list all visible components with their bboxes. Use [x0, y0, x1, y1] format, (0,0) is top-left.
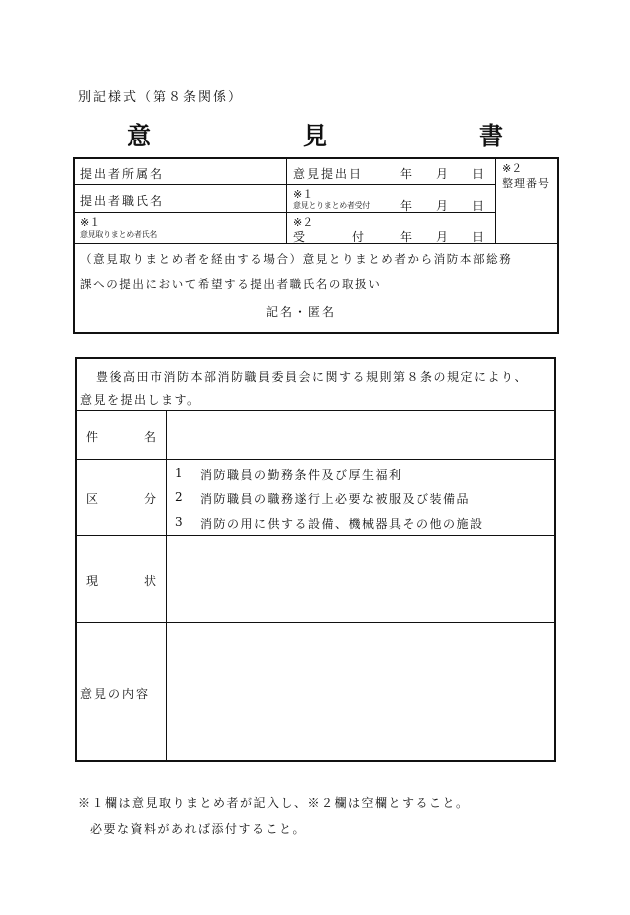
intro-line1: 豊後高田市消防本部消防職員委員会に関する規則第８条の規定により、	[96, 370, 529, 384]
note2-mark: ※２	[293, 216, 314, 229]
receipt-year: 年	[400, 199, 415, 213]
note1-mark: ※１	[293, 188, 314, 201]
status-field[interactable]	[170, 540, 550, 618]
submit-date-label: 意見提出日	[293, 167, 364, 181]
table-rule	[73, 243, 559, 244]
table-border-bottom	[73, 332, 559, 334]
footnote-line2: 必要な資料があれば添付すること。	[90, 822, 307, 836]
note2-mark: ※２	[502, 162, 523, 175]
category-label-1: 区	[86, 492, 101, 506]
receipt-label-right: 付	[352, 230, 367, 244]
receipt2-year: 年	[400, 230, 415, 244]
table-rule	[75, 622, 556, 623]
receipt-day: 日	[472, 199, 487, 213]
note1-mark: ※１	[80, 216, 101, 229]
submitter-dept-label: 提出者所属名	[80, 167, 165, 181]
table-rule	[73, 212, 496, 213]
category-label-2: 分	[144, 492, 159, 506]
intro-line2: 意見を提出します。	[80, 393, 201, 407]
submitter-name-label: 提出者職氏名	[80, 194, 165, 208]
category-option-text[interactable]: 消防の用に供する設備、機械器具その他の施設	[200, 517, 484, 531]
summarizer-name-field[interactable]	[170, 215, 282, 241]
ref-number-field[interactable]	[498, 192, 555, 240]
handling-text-line1: （意見取りまとめ者を経由する場合）意見とりまとめ者から消防本部総務	[80, 252, 513, 266]
table-rule	[75, 459, 556, 460]
table-rule	[286, 157, 287, 244]
category-option-num: 1	[175, 466, 185, 480]
table-border-right	[557, 157, 559, 334]
table-border-top	[73, 157, 559, 159]
table-rule	[166, 410, 167, 761]
submitter-name-field[interactable]	[170, 187, 282, 210]
table-rule	[495, 157, 496, 244]
footnote-line1: ※１欄は意見取りまとめ者が記入し、※２欄は空欄とすること。	[78, 796, 470, 810]
submit-date-field[interactable]	[356, 160, 492, 182]
receipt-label-left: 受	[293, 230, 308, 244]
table-border-top	[75, 357, 556, 359]
receipt-month: 月	[436, 199, 451, 213]
table-rule	[75, 535, 556, 536]
subject-label-1: 件	[86, 430, 101, 444]
category-option-text[interactable]: 消防職員の職務遂行上必要な被服及び装備品	[200, 492, 471, 506]
table-rule	[75, 410, 556, 411]
summarizer-receipt-label: 意見とりまとめ者受付	[293, 201, 370, 210]
ref-number-label: 整理番号	[502, 177, 550, 190]
status-label-2: 状	[144, 574, 159, 588]
page-title: 意 見 書	[127, 121, 567, 150]
submit-date-month: 月	[436, 167, 451, 181]
summarizer-name-label: 意見取りまとめ者氏名	[80, 230, 157, 239]
content-label: 意見の内容	[80, 687, 151, 701]
form-reference: 別記様式（第８条関係）	[78, 90, 244, 105]
receipt2-day: 日	[472, 230, 487, 244]
handling-options[interactable]: 記名・匿名	[266, 305, 337, 319]
category-option-num: 3	[175, 515, 185, 529]
receipt2-month: 月	[436, 230, 451, 244]
submit-date-day: 日	[472, 167, 487, 181]
content-field[interactable]	[170, 627, 550, 755]
handling-text-line2: 課への提出において希望する提出者職氏名の取扱い	[80, 277, 382, 291]
table-border-left	[75, 357, 77, 762]
table-border-right	[554, 357, 556, 762]
table-rule	[73, 184, 496, 185]
submit-date-year: 年	[400, 167, 415, 181]
status-label-1: 現	[86, 574, 101, 588]
category-option-text[interactable]: 消防職員の勤務条件及び厚生福利	[200, 468, 403, 482]
table-border-bottom	[75, 760, 556, 762]
subject-field[interactable]	[170, 414, 550, 456]
submitter-dept-field[interactable]	[170, 160, 282, 182]
category-option-num: 2	[175, 490, 185, 504]
subject-label-2: 名	[144, 430, 159, 444]
